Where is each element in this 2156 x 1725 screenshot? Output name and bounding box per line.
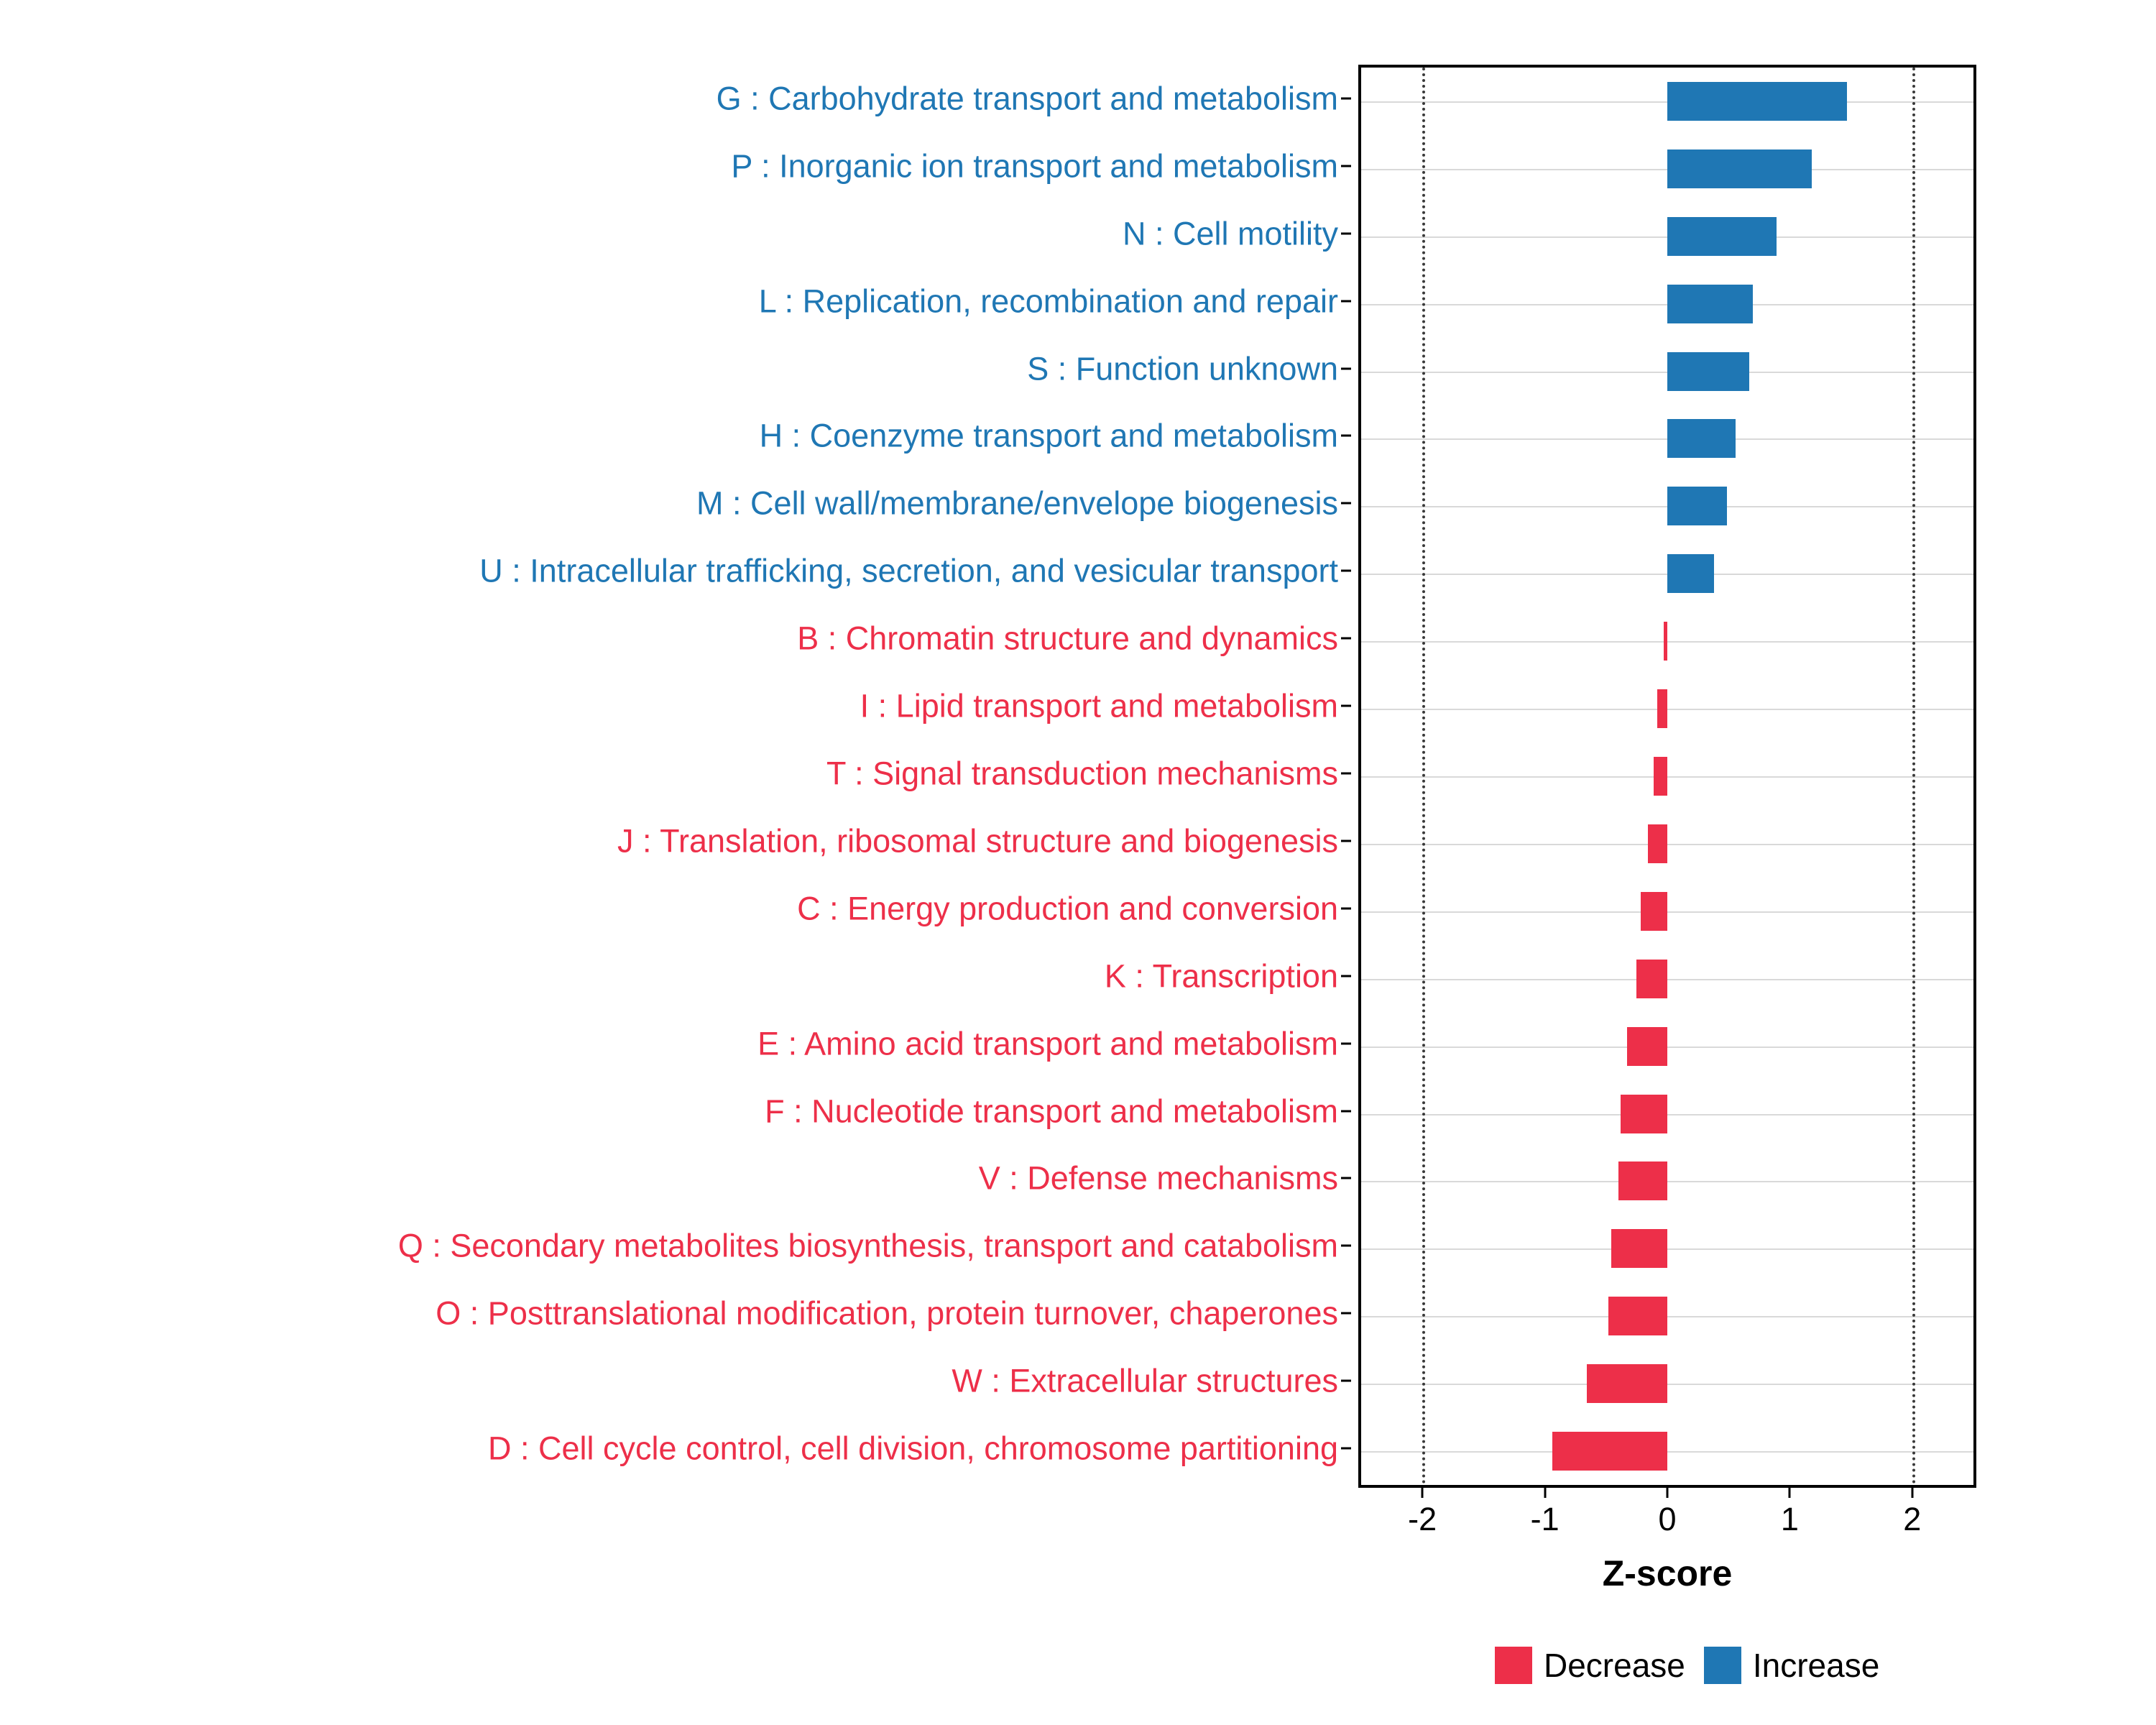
- bar: [1667, 487, 1727, 525]
- x-axis-title: Z-score: [1602, 1553, 1733, 1593]
- category-label: F : Nucleotide transport and metabolism: [765, 1092, 1338, 1130]
- category-label: I : Lipid transport and metabolism: [860, 687, 1338, 724]
- grid-line: [1361, 1451, 1973, 1453]
- category-tick: [1341, 502, 1351, 505]
- category-tick: [1341, 773, 1351, 775]
- category-label: O : Posttranslational modification, protein turnover, chaperones: [436, 1294, 1338, 1332]
- category-label: S : Function unknown: [1027, 350, 1338, 387]
- category-label: T : Signal transduction mechanisms: [826, 755, 1338, 792]
- bar: [1667, 285, 1753, 323]
- category-label: M : Cell wall/membrane/envelope biogenesis: [696, 484, 1338, 522]
- category-axis-labels: [0, 65, 1351, 1488]
- category-tick: [1341, 1245, 1351, 1247]
- legend-label: Decrease: [1544, 1647, 1685, 1684]
- bar: [1648, 824, 1667, 863]
- category-tick: [1341, 705, 1351, 707]
- bar: [1641, 892, 1667, 931]
- x-tick-label: 2: [1903, 1501, 1922, 1537]
- category-label: G : Carbohydrate transport and metabolism: [716, 80, 1338, 117]
- category-tick: [1341, 1110, 1351, 1112]
- grid-line: [1361, 1384, 1973, 1385]
- category-tick: [1341, 570, 1351, 572]
- category-tick: [1341, 1448, 1351, 1450]
- grid-line: [1361, 844, 1973, 845]
- legend-label: Increase: [1752, 1647, 1880, 1684]
- bar: [1636, 960, 1667, 998]
- x-tick-label: -2: [1408, 1501, 1437, 1537]
- category-tick: [1341, 638, 1351, 640]
- category-label: P : Inorganic ion transport and metabolism: [731, 147, 1338, 185]
- x-tick: [1789, 1488, 1791, 1498]
- category-label: L : Replication, recombination and repair: [758, 282, 1338, 320]
- category-label: W : Extracellular structures: [952, 1362, 1338, 1399]
- category-tick: [1341, 165, 1351, 167]
- x-tick: [1911, 1488, 1913, 1498]
- legend-item: [1704, 1646, 1879, 1685]
- category-tick: [1341, 1312, 1351, 1315]
- category-tick: [1341, 97, 1351, 99]
- bar: [1627, 1027, 1667, 1066]
- category-tick: [1341, 300, 1351, 302]
- category-label: E : Amino acid transport and metabolism: [757, 1025, 1338, 1062]
- category-tick: [1341, 840, 1351, 842]
- bar: [1654, 757, 1667, 796]
- category-label: Q : Secondary metabolites biosynthesis, transport and catabolism: [397, 1227, 1338, 1264]
- bar: [1667, 82, 1847, 121]
- grid-line: [1361, 1316, 1973, 1317]
- category-label: N : Cell motility: [1122, 215, 1338, 252]
- category-label: H : Coenzyme transport and metabolism: [759, 417, 1338, 454]
- legend-swatch: [1495, 1647, 1532, 1684]
- x-tick-label: 1: [1780, 1501, 1799, 1537]
- bar: [1667, 150, 1812, 188]
- plot-panel: [1358, 65, 1976, 1488]
- reference-line: [1422, 68, 1425, 1485]
- x-tick: [1422, 1488, 1424, 1498]
- category-label: K : Transcription: [1104, 957, 1338, 995]
- category-label: U : Intracellular trafficking, secretion, and vesicular transport: [479, 552, 1338, 589]
- x-tick-label: 0: [1658, 1501, 1677, 1537]
- reference-line: [1912, 68, 1915, 1485]
- grid-line: [1361, 709, 1973, 710]
- category-tick: [1341, 435, 1351, 437]
- bar: [1608, 1297, 1667, 1335]
- category-label: V : Defense mechanisms: [978, 1159, 1338, 1197]
- x-tick-label: -1: [1530, 1501, 1560, 1537]
- category-label: C : Energy production and conversion: [797, 890, 1338, 927]
- bar: [1667, 554, 1714, 593]
- x-tick: [1667, 1488, 1669, 1498]
- bar: [1657, 689, 1667, 728]
- grid-line: [1361, 1181, 1973, 1182]
- bar: [1618, 1162, 1667, 1200]
- category-tick: [1341, 232, 1351, 234]
- category-tick: [1341, 1177, 1351, 1179]
- grid-line: [1361, 911, 1973, 913]
- legend-item: [1495, 1646, 1685, 1685]
- legend-swatch: [1704, 1647, 1741, 1684]
- category-tick: [1341, 975, 1351, 977]
- bar: [1664, 622, 1667, 661]
- category-tick: [1341, 1380, 1351, 1382]
- grid-line: [1361, 979, 1973, 980]
- grid-line: [1361, 1114, 1973, 1116]
- grid-line: [1361, 1046, 1973, 1048]
- bar: [1611, 1229, 1667, 1268]
- category-tick: [1341, 1042, 1351, 1044]
- bar: [1552, 1432, 1667, 1471]
- category-tick: [1341, 907, 1351, 909]
- grid-line: [1361, 1248, 1973, 1250]
- bar: [1667, 419, 1736, 458]
- bar: [1621, 1095, 1667, 1133]
- grid-line: [1361, 776, 1973, 778]
- category-label: B : Chromatin structure and dynamics: [797, 620, 1338, 657]
- bar: [1587, 1364, 1667, 1403]
- x-tick: [1544, 1488, 1546, 1498]
- bar: [1667, 352, 1749, 391]
- legend: [1495, 1646, 1879, 1685]
- category-tick: [1341, 367, 1351, 369]
- grid-line: [1361, 641, 1973, 643]
- category-label: D : Cell cycle control, cell division, chromosome partitioning: [488, 1430, 1338, 1467]
- category-label: J : Translation, ribosomal structure and biogenesis: [617, 822, 1338, 860]
- bar: [1667, 217, 1777, 256]
